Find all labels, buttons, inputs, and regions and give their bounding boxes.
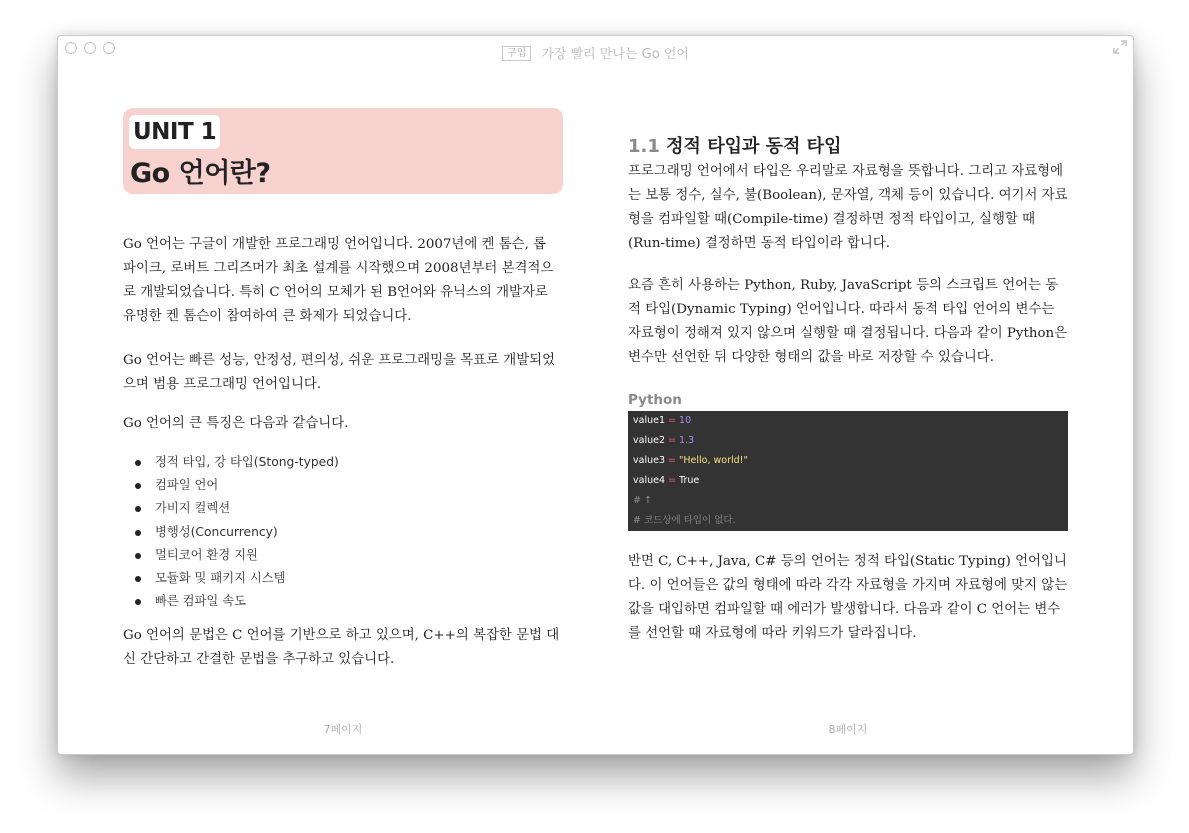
paragraph: 프로그래밍 언어에서 타입은 우리말로 자료형을 뜻합니다. 그리고 자료형에는 보통 정수, 실수, 불(Boolean), 문자열, 객체 등이 있습니다. 여기서 자료형을 컴파일할 때(Compile-time) 결정하면 정적 타입이고, 실행할 때(Run-time) 결정하면 동적 타입이라 합니다. xyxy=(628,164,1068,251)
paragraph: 반면 C, C++, Java, C# 등의 언어는 정적 타입(Static Typing) 언어입니다. 이 언어들은 값의 형태에 따라 각각 자료형을 가지며 자료형에 맞지 않는 값을 대입하면 컴파일할 때 에러가 발생합니다. 다음과 같이 C 언어는 변수를 선언할 때 자료형에 따라 키워드가 달라집니다. xyxy=(628,554,1068,641)
code-line: value3 = "Hello, world!" xyxy=(633,455,748,466)
paragraph: Go 언어는 구글이 개발한 프로그래밍 언어입니다. 2007년에 켄 톰슨, 롭 파이크, 로버트 그리즈머가 최초 설계를 시작했으며 2008년부터 본격적으로 개발되었습니다. 특히 C 언어의 모체가 된 B언어와 유닉스의 개발자로 유명한 켄 톰슨이 참여하여 큰 화제가 되었습니다. xyxy=(123,237,554,324)
page-number: 8페이지 xyxy=(828,723,868,736)
code-line: value1 = 10 xyxy=(633,415,692,426)
code-block xyxy=(628,411,1068,531)
buy-button[interactable]: 구입 xyxy=(502,46,531,61)
unit-label: UNIT 1 xyxy=(129,115,220,149)
paragraph: Go 언어의 문법은 C 언어를 기반으로 하고 있으며, C++의 복잡한 문법 대신 간단하고 간결한 문법을 추구하고 있습니다. xyxy=(123,628,560,667)
list-item: 병행성(Concurrency) xyxy=(145,521,339,544)
list-item: 컴파일 언어 xyxy=(145,474,339,497)
unit-header xyxy=(123,108,563,194)
section-number: 1.1 xyxy=(628,136,660,157)
list-item: 가비지 컬렉션 xyxy=(145,497,339,520)
code-comment: # ↑ xyxy=(633,495,652,506)
code-line: value2 = 1.3 xyxy=(633,435,695,446)
list-item: 빠른 컴파일 속도 xyxy=(145,590,339,613)
list-item: 멀티코어 환경 지원 xyxy=(145,544,339,567)
book-title: 가장 빨리 만나는 Go 언어 xyxy=(541,47,689,62)
reader-window xyxy=(57,35,1134,755)
paragraph: Go 언어는 빠른 성능, 안정성, 편의성, 쉬운 프로그래밍을 목표로 개발되었으며 범용 프로그래밍 언어입니다. xyxy=(123,353,556,392)
code-language-label: Python xyxy=(628,392,682,408)
list-item: 모듈화 및 패키지 시스템 xyxy=(145,567,339,590)
feature-list xyxy=(145,451,339,613)
unit-title: Go 언어란? xyxy=(130,158,271,189)
paragraph: Go 언어의 큰 특징은 다음과 같습니다. xyxy=(123,416,349,431)
section-heading xyxy=(628,132,841,158)
code-line: value4 = True xyxy=(633,475,700,486)
code-comment: # 코드상에 타입이 없다. xyxy=(633,515,736,526)
list-item: 정적 타입, 강 타입(Stong-typed) xyxy=(145,451,339,474)
paragraph: 요즘 흔히 사용하는 Python, Ruby, JavaScript 등의 스크립트 언어는 동적 타입(Dynamic Typing) 언어입니다. 따라서 동적 타입 언어의 변수는 자료형이 정해져 있지 않으며 실행할 때 결정됩니다. 다음과 같이 Python은 변수만 선언한 뒤 다양한 형태의 값을 바로 저장할 수 있습니다. xyxy=(628,278,1068,365)
window-title-area xyxy=(58,43,1133,62)
title-bar xyxy=(58,36,1133,66)
fullscreen-icon[interactable] xyxy=(1113,40,1127,54)
section-title: 정적 타입과 동적 타입 xyxy=(666,136,842,157)
page-number: 7페이지 xyxy=(323,723,363,736)
